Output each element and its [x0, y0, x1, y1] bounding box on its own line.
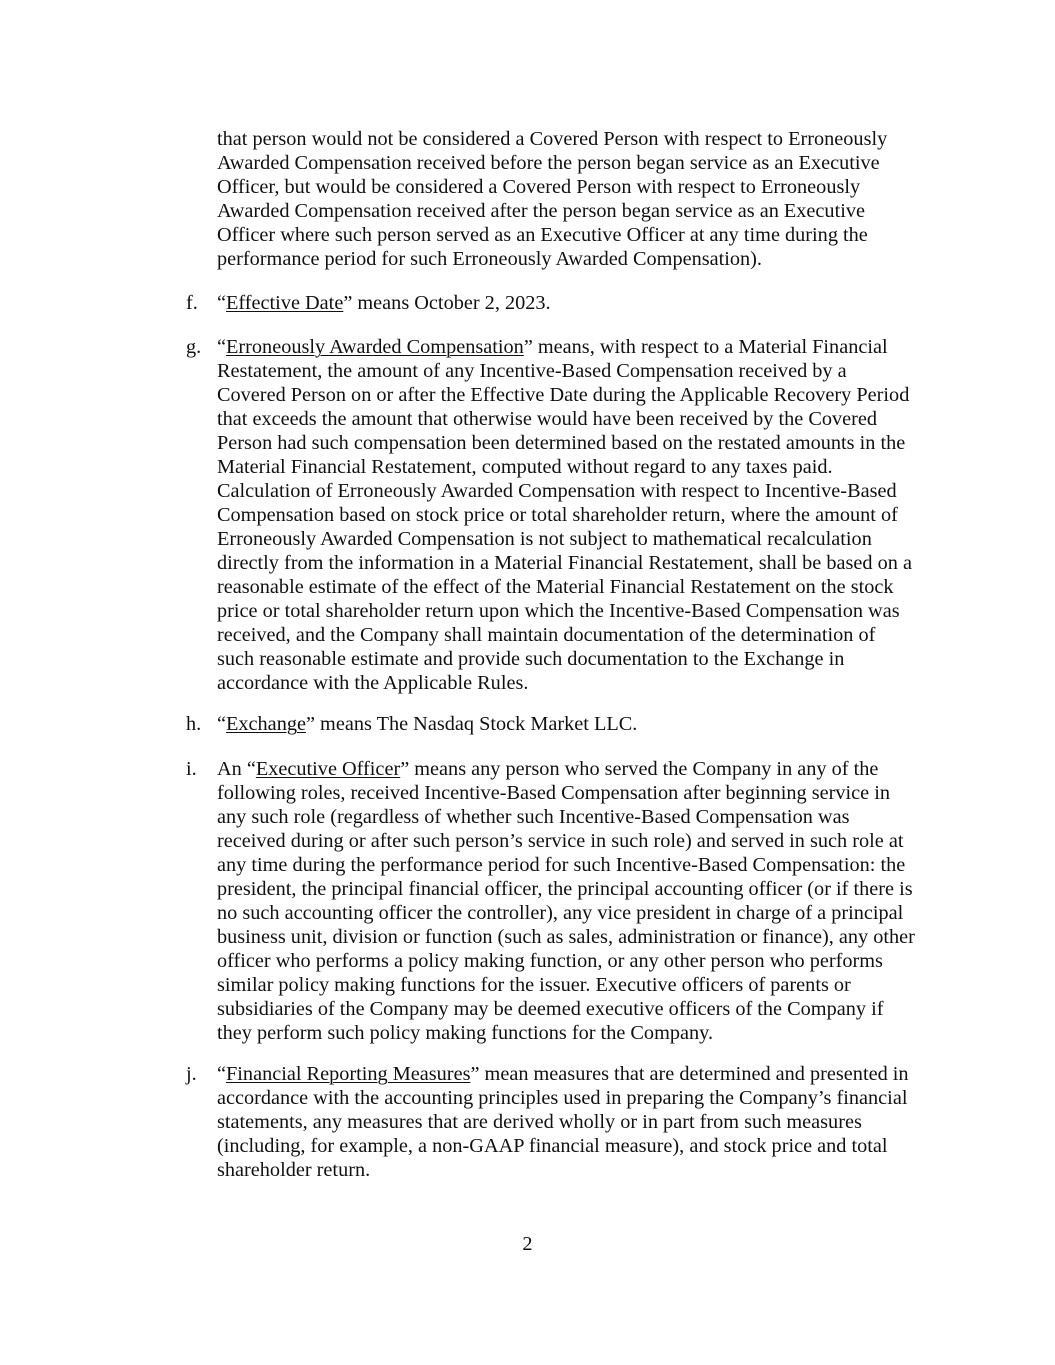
- text-line: president, the principal financial officer, the principal accounting officer (or if there is: [217, 878, 913, 900]
- text-line: reasonable estimate of the effect of the Material Financial Restatement on the stock: [217, 576, 894, 598]
- defined-term: Financial Reporting Measures: [226, 1063, 471, 1085]
- text-line: performance period for such Erroneously Awarded Compensation).: [217, 248, 762, 270]
- text-line: Compensation based on stock price or total shareholder return, where the amount of: [217, 504, 898, 526]
- text-line: [217, 335, 912, 359]
- item-label: g.: [186, 336, 202, 358]
- text-line: they perform such policy making functions for the Company.: [217, 1022, 714, 1044]
- text-line: that person would not be considered a Covered Person with respect to Erroneously: [217, 128, 888, 150]
- text-line: received, and the Company shall maintain documentation of the determination of: [217, 624, 876, 646]
- text-segment: ” means, with respect to a Material Financial: [523, 336, 888, 358]
- text-line: accordance with the Applicable Rules.: [217, 672, 529, 694]
- text-line: price or total shareholder return upon which the Incentive-Based Compensation was: [217, 600, 900, 622]
- text-line: accordance with the accounting principles used in preparing the Company’s financial: [217, 1087, 908, 1109]
- text-segment: ” mean measures that are determined and presented in: [470, 1063, 909, 1085]
- text-line: [217, 757, 915, 781]
- text-segment: ” means The Nasdaq Stock Market LLC.: [305, 713, 638, 735]
- defined-term: Effective Date: [226, 292, 344, 314]
- text-line: subsidiaries of the Company may be deemed executive officers of the Company if: [217, 998, 884, 1020]
- text-segment: “: [217, 336, 227, 358]
- definition-f: [186, 291, 551, 315]
- text-line: such reasonable estimate and provide such documentation to the Exchange in: [217, 648, 845, 670]
- definition-g: [186, 335, 912, 695]
- text-segment: “: [217, 292, 227, 314]
- text-line: Officer, but would be considered a Covered Person with respect to Erroneously: [217, 176, 861, 198]
- defined-term: Exchange: [226, 713, 306, 735]
- text-line: [217, 291, 551, 315]
- text-line: no such accounting officer the controller), any vice president in charge of a principal: [217, 902, 904, 924]
- text-line: Awarded Compensation received after the person began service as an Executive: [217, 200, 865, 222]
- item-label: h.: [186, 713, 202, 735]
- text-segment: ” means October 2, 2023.: [343, 292, 551, 314]
- text-line: Person had such compensation been determined based on the restated amounts in the: [217, 432, 906, 454]
- text-line: Covered Person on or after the Effective Date during the Applicable Recovery Period: [217, 384, 910, 406]
- definition-j: [186, 1062, 909, 1182]
- item-label: i.: [186, 758, 197, 780]
- definition-i: [186, 757, 915, 1045]
- page-number: 2: [522, 1233, 533, 1255]
- text-line: business unit, division or function (such as sales, administration or finance), any other: [217, 926, 915, 948]
- text-line: Officer where such person served as an Executive Officer at any time during the: [217, 224, 868, 246]
- text-line: Awarded Compensation received before the person began service as an Executive: [217, 152, 880, 174]
- definition-h: [186, 712, 638, 736]
- text-line: Restatement, the amount of any Incentive-Based Compensation received by a: [217, 360, 847, 382]
- text-line: Calculation of Erroneously Awarded Compensation with respect to Incentive-Based: [217, 480, 897, 502]
- text-line: any time during the performance period for such Incentive-Based Compensation: the: [217, 854, 906, 876]
- text-line: officer who performs a policy making function, or any other person who performs: [217, 950, 883, 972]
- text-segment: “: [217, 1063, 227, 1085]
- text-line: received during or after such person’s service in such role) and served in such role at: [217, 830, 904, 852]
- text-line: (including, for example, a non-GAAP financial measure), and stock price and total: [217, 1135, 888, 1157]
- text-line: Erroneously Awarded Compensation is not subject to mathematical recalculation: [217, 528, 872, 550]
- paragraph-continuation: [217, 127, 887, 271]
- text-line: statements, any measures that are derived wholly or in part from such measures: [217, 1111, 862, 1133]
- defined-term: Executive Officer: [255, 758, 401, 780]
- item-label: j.: [186, 1063, 197, 1085]
- text-segment: “: [217, 713, 227, 735]
- text-line: [217, 1062, 909, 1086]
- text-segment: An “: [217, 758, 256, 780]
- text-line: that exceeds the amount that otherwise would have been received by the Covered: [217, 408, 878, 430]
- text-line: following roles, received Incentive-Based Compensation after beginning service in: [217, 782, 891, 804]
- item-label: f.: [186, 292, 198, 314]
- text-segment: ” means any person who served the Company in any of the: [400, 758, 879, 780]
- text-line: [217, 712, 637, 736]
- text-line: any such role (regardless of whether such Incentive-Based Compensation was: [217, 806, 850, 828]
- text-line: Material Financial Restatement, computed without regard to any taxes paid.: [217, 456, 833, 478]
- text-line: directly from the information in a Material Financial Restatement, shall be based on a: [217, 552, 912, 574]
- text-line: shareholder return.: [217, 1159, 371, 1181]
- defined-term: Erroneously Awarded Compensation: [226, 336, 524, 358]
- text-line: similar policy making functions for the issuer. Executive officers of parents or: [217, 974, 851, 996]
